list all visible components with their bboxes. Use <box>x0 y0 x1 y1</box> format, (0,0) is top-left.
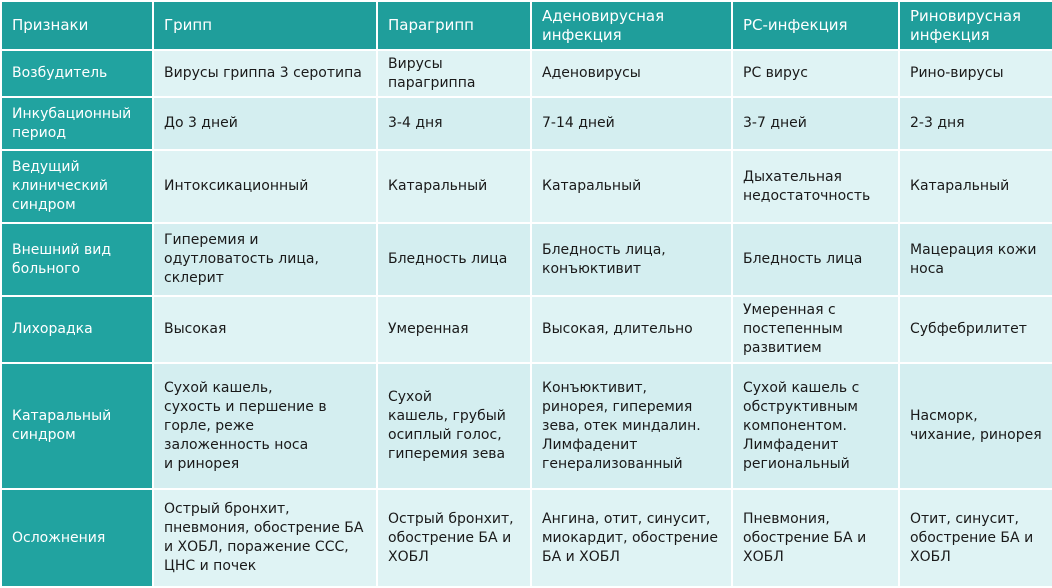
table-cell: 2-3 дня <box>899 97 1052 150</box>
table-row <box>1 223 1052 296</box>
table-cell: Интоксикационный <box>153 150 377 223</box>
table-cell: Аденовирусы <box>531 50 732 97</box>
row-label: Катаральный синдром <box>1 363 153 489</box>
table-cell: Гиперемия и одутловатость лица, склерит <box>153 223 377 296</box>
row-label: Лихорадка <box>1 296 153 363</box>
row-label: Осложнения <box>1 489 153 587</box>
table-cell: Мацерация кожи носа <box>899 223 1052 296</box>
row-label: Инкубационный период <box>1 97 153 150</box>
row-label: Внешний вид больного <box>1 223 153 296</box>
table-row <box>1 150 1052 223</box>
header-cell-rs-infection: РС-инфекция <box>732 1 899 50</box>
table-cell: Умеренная <box>377 296 531 363</box>
table-cell: Катаральный <box>899 150 1052 223</box>
table-cell: Пневмония, обострение БА и ХОБЛ <box>732 489 899 587</box>
table-cell: Насморк, чихание, ринорея <box>899 363 1052 489</box>
table-row <box>1 97 1052 150</box>
table-cell: Бледность лица <box>732 223 899 296</box>
table-cell: До 3 дней <box>153 97 377 150</box>
table-cell: Отит, синусит, обострение БА и ХОБЛ <box>899 489 1052 587</box>
header-cell-influenza: Грипп <box>153 1 377 50</box>
table-cell: Вирусы гриппа 3 серотипа <box>153 50 377 97</box>
table-cell: 3-4 дня <box>377 97 531 150</box>
row-label: Возбудитель <box>1 50 153 97</box>
table-cell: 7-14 дней <box>531 97 732 150</box>
table-cell: Острый бронхит, пневмония, обострение БА и ХОБЛ, поражение ССС, ЦНС и почек <box>153 489 377 587</box>
table-cell: Конъюктивит, ринорея, гиперемия зева, отек миндалин. Лимфаденит генерализованный <box>531 363 732 489</box>
row-label: Ведущий клинический синдром <box>1 150 153 223</box>
table-cell: Высокая <box>153 296 377 363</box>
table-cell: Вирусы парагриппа <box>377 50 531 97</box>
table-cell: Субфебрилитет <box>899 296 1052 363</box>
header-cell-rhinovirus: Риновирусная инфекция <box>899 1 1052 50</box>
table-cell: Дыхательная недостаточность <box>732 150 899 223</box>
table-cell: РС вирус <box>732 50 899 97</box>
table-cell: Ангина, отит, синусит, миокардит, обострение БА и ХОБЛ <box>531 489 732 587</box>
table-cell: Бледность лица, конъюктивит <box>531 223 732 296</box>
table-row <box>1 489 1052 587</box>
table-cell: Катаральный <box>531 150 732 223</box>
table-row <box>1 50 1052 97</box>
table-cell: Острый бронхит, обострение БА и ХОБЛ <box>377 489 531 587</box>
table-cell: Высокая, длительно <box>531 296 732 363</box>
table-cell: Сухой кашель, сухость и першение в горле, реже заложенность носа и ринорея <box>153 363 377 489</box>
header-cell-adenovirus: Аденовирусная инфекция <box>531 1 732 50</box>
table-cell: Рино-вирусы <box>899 50 1052 97</box>
table-row <box>1 363 1052 489</box>
table-cell: Катаральный <box>377 150 531 223</box>
header-row <box>1 1 1052 50</box>
table-cell: Сухой кашель, грубый осиплый голос, гиперемия зева <box>377 363 531 489</box>
header-cell-features: Признаки <box>1 1 153 50</box>
table-cell: Умеренная с постепенным развитием <box>732 296 899 363</box>
header-cell-parainfluenza: Парагрипп <box>377 1 531 50</box>
table-row <box>1 296 1052 363</box>
table-cell: Бледность лица <box>377 223 531 296</box>
table-cell: Сухой кашель с обструктивным компонентом. Лимфаденит региональный <box>732 363 899 489</box>
table-cell: 3-7 дней <box>732 97 899 150</box>
